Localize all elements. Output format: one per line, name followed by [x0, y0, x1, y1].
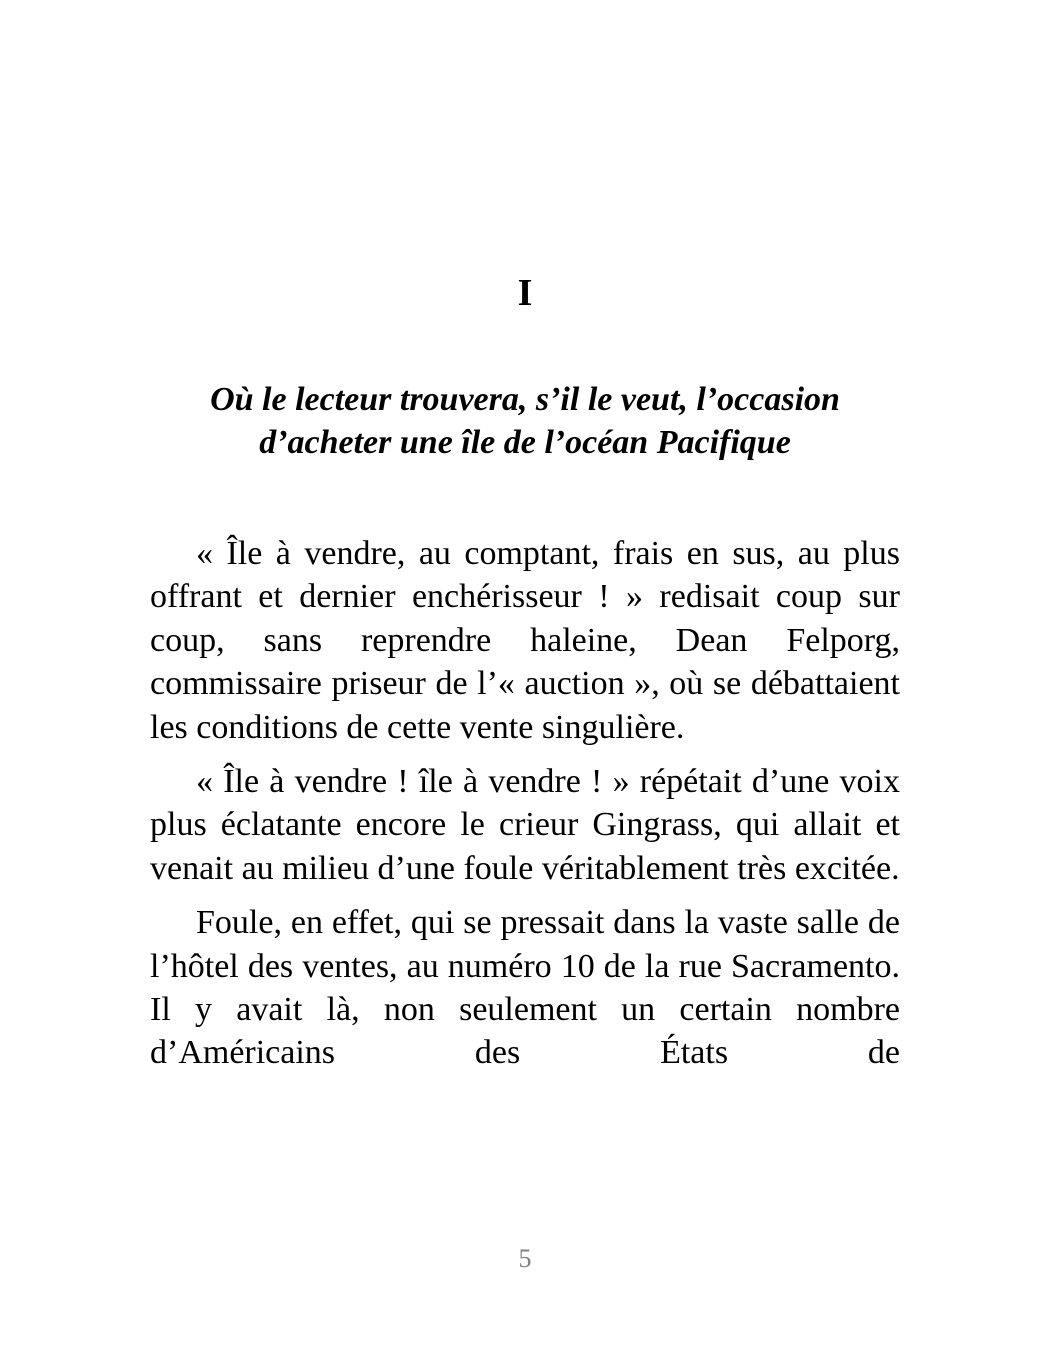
paragraph: « Île à vendre, au comptant, frais en sus, au plus offrant et dernier enchérisseur ! » redisait coup sur coup, sans reprendre haleine, Dean Felporg, commissaire priseur de l’« auction », où se débattaient les conditions de cette vente singulière.	[150, 535, 900, 746]
paragraph: Foule, en effet, qui se pressait dans la vaste salle de l’hôtel des ventes, au numéro 10 de la rue Sacramento. Il y avait là, non seulement un certain nombre d’Américains des États de	[150, 904, 900, 1072]
chapter-number: I	[517, 272, 533, 314]
chapter-subtitle-line-1: Où le lecteur trouvera, s’il le veut, l’occasion	[210, 381, 840, 418]
paragraph: « Île à vendre ! île à vendre ! » répétait d’une voix plus éclatante encore le crieur Gingrass, qui allait et venait au milieu d’une foule véritablement très excitée.	[150, 763, 900, 887]
chapter-subtitle	[150, 378, 900, 464]
chapter-subtitle-line-2: d’acheter une île de l’océan Pacifique	[259, 424, 791, 461]
chapter-text	[150, 532, 900, 1086]
page-number: 5	[518, 1244, 532, 1273]
